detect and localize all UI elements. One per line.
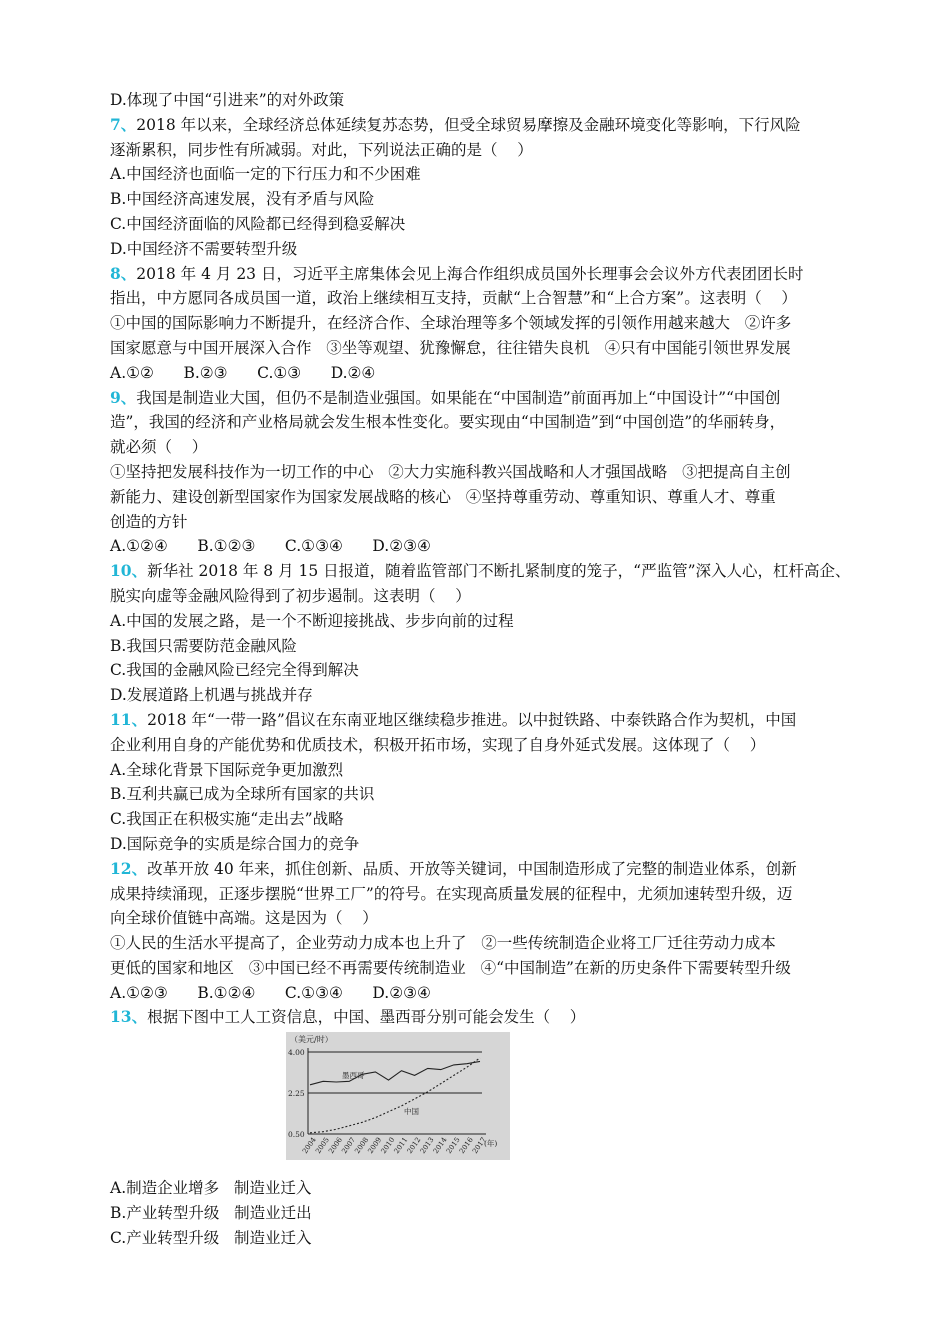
answer-option: D.中国经济不需要转型升级	[110, 239, 298, 258]
stem-text: 逐渐累积，同步性有所减弱。对此，下列说法正确的是（ ）	[110, 140, 533, 159]
wage-line-chart	[286, 1032, 510, 1160]
stem-text: 向全球价值链中高端。这是因为（ ）	[110, 909, 378, 928]
question-stem-line	[110, 857, 855, 882]
stem-text: 新华社 2018 年 8 月 15 日报道，随着监管部门不断扎紧制度的笼子，“严监管”深入人心，杠杆高企、	[147, 562, 851, 581]
statement-line: 国家愿意与中国开展深入合作 ③坐等观望、犹豫懈怠，往往错失良机 ④只有中国能引领世界发展	[110, 338, 791, 357]
exam-page	[110, 88, 855, 1251]
x-tick-label: 2014	[431, 1136, 449, 1156]
stem-text: 2018 年以来，全球经济总体延续复苏态势，但受全球贸易摩擦及金融环境变化等影响，下行风险	[136, 115, 801, 134]
x-tick-label: 2008	[353, 1136, 371, 1156]
statement-line: ①坚持把发展科技作为一切工作的中心 ②大力实施科教兴国战略和人才强国战略 ③把提高自主创	[110, 462, 791, 481]
x-tick-label: 2004	[301, 1136, 318, 1156]
answer-option: A.①②④ B.①②③ C.①③④ D.②③④	[110, 537, 431, 556]
statement-line: ①人民的生活水平提高了，企业劳动力成本也上升了 ②一些传统制造企业将工厂迁往劳动力成本	[110, 934, 776, 953]
question-stem-line	[110, 386, 855, 411]
question-number: 10、	[110, 561, 148, 581]
question-number: 8、	[110, 263, 137, 283]
question-stem-line	[110, 138, 855, 163]
answer-option: A.中国的发展之路，是一个不断迎接挑战、步步向前的过程	[110, 611, 514, 630]
question-stem-line	[110, 882, 855, 907]
y-axis-unit-label: （美元/时）	[290, 1035, 333, 1045]
x-tick-label: 2009	[366, 1136, 384, 1156]
question-stem-line	[110, 584, 855, 609]
answer-option: A.中国经济也面临一定的下行压力和不少困难	[110, 165, 421, 184]
x-tick-label: 2015	[444, 1136, 462, 1156]
statement-line: ①中国的国际影响力不断提升，在经济合作、全球治理等多个领域发挥的引领作用越来越大 ②许多	[110, 314, 792, 333]
answer-option: A.①② B.②③ C.①③ D.②④	[110, 363, 376, 382]
series-label-china: 中国	[404, 1107, 419, 1117]
statement-line: 创造的方针	[110, 512, 188, 531]
question-stem-line	[110, 708, 855, 733]
y-tick-label: 4.00	[288, 1048, 305, 1058]
series-label-mexico: 墨西哥	[342, 1071, 365, 1081]
question-stem-line	[110, 262, 855, 287]
chart-background	[286, 1032, 510, 1160]
question-block	[110, 262, 855, 386]
statement-line: 新能力、建设创新型国家作为国家发展战略的核心 ④坚持尊重劳动、尊重知识、尊重人才、尊重	[110, 487, 776, 506]
question-stem-line	[110, 559, 855, 584]
question-stem-line	[110, 733, 855, 758]
stem-text: 脱实向虚等金融风险得到了初步遏制。这表明（ ）	[110, 586, 471, 605]
question-number: 12、	[110, 858, 148, 878]
x-tick-label: 2010	[379, 1136, 397, 1156]
answer-option: C.我国正在积极实施“走出去”战略	[110, 810, 344, 829]
answer-option: C.产业转型升级 制造业迁入	[110, 1228, 312, 1247]
question-number: 9、	[110, 387, 137, 407]
y-tick-label: 2.25	[288, 1089, 305, 1099]
answer-option: D.国际竞争的实质是综合国力的竞争	[110, 834, 360, 853]
question-stem-line	[110, 435, 855, 460]
stem-text: 指出，中方愿同各成员国一道，政治上继续相互支持，贡献“上合智慧”和“上合方案”。这表明（ ）	[110, 289, 797, 308]
prev-option-d: D.体现了中国“引进来”的对外政策	[110, 91, 345, 109]
question-13	[110, 1005, 855, 1250]
answer-option: C.我国的金融风险已经完全得到解决	[110, 661, 359, 680]
y-tick-label: 0.50	[288, 1130, 305, 1140]
answer-option: B.中国经济高速发展，没有矛盾与风险	[110, 190, 375, 209]
question-number: 11、	[110, 709, 148, 729]
answer-option: A.制造企业增多 制造业迁入	[110, 1179, 312, 1198]
question-number: 7、	[110, 114, 137, 134]
stem-text: 我国是制造业大国，但仍不是制造业强国。如果能在“中国制造”前面再加上“中国设计”“中国创	[136, 388, 781, 407]
stem-text: 2018 年“一带一路”倡议在东南亚地区继续稳步推进。以中挝铁路、中泰铁路合作为契机，中国	[147, 710, 797, 729]
question-block	[110, 113, 855, 262]
question-list	[110, 113, 855, 1006]
question-block	[110, 386, 855, 560]
x-tick-label: 2011	[392, 1136, 410, 1156]
x-tick-label: 2017	[471, 1136, 488, 1156]
stem-text: 成果持续涌现，正逐步摆脱“世界工厂”的符号。在实现高质量发展的征程中，尤须加速转型升级，迈	[110, 884, 793, 903]
question-stem-line	[110, 410, 855, 435]
answer-option: A.全球化背景下国际竞争更加激烈	[110, 760, 344, 779]
answer-option: D.发展道路上机遇与挑战并存	[110, 686, 313, 705]
stem-text: 企业利用自身的产能优势和优质技术，积极开拓市场，实现了自身外延式发展。这体现了（ ）	[110, 735, 766, 754]
question-stem-line	[110, 286, 855, 311]
answer-option: B.产业转型升级 制造业迁出	[110, 1204, 312, 1223]
option-list	[110, 1176, 855, 1250]
stem-text: 改革开放 40 年来，抓住创新、品质、开放等关键词，中国制造形成了完整的制造业体系，创新	[147, 859, 797, 878]
x-axis-label: (年)	[484, 1139, 498, 1149]
question-stem: 根据下图中工人工资信息，中国、墨西哥分别可能会发生（ ）	[147, 1008, 586, 1027]
stem-text: 2018 年 4 月 23 日，习近平主席集体会见上海合作组织成员国外长理事会会议外方代表团团长时	[136, 264, 804, 283]
answer-option: C.中国经济面临的风险都已经得到稳妥解决	[110, 214, 406, 233]
statement-line: 更低的国家和地区 ③中国已经不再需要传统制造业 ④“中国制造”在新的历史条件下需要转型升级	[110, 958, 791, 977]
question-block	[110, 857, 855, 1006]
answer-option: B.互利共赢已成为全球所有国家的共识	[110, 785, 375, 804]
answer-option: B.我国只需要防范金融风险	[110, 636, 297, 655]
x-tick-label: 2007	[340, 1136, 358, 1156]
x-tick-label: 2013	[418, 1136, 436, 1156]
x-tick-label: 2016	[458, 1136, 475, 1156]
question-block	[110, 559, 855, 708]
question-block	[110, 708, 855, 857]
stem-text: 造”，我国的经济和产业格局就会发生根本性变化。要实现由“中国制造”到“中国创造”的华丽转身，	[110, 413, 786, 432]
stem-text: 就必须（ ）	[110, 438, 208, 457]
question-stem-line	[110, 906, 855, 931]
question-stem-line	[110, 113, 855, 138]
x-tick-label: 2005	[314, 1136, 331, 1156]
wage-chart	[286, 1032, 510, 1160]
x-tick-label: 2006	[327, 1136, 345, 1156]
x-tick-label: 2012	[405, 1136, 423, 1156]
question-number: 13、	[110, 1007, 148, 1027]
answer-option: A.①②③ B.①②④ C.①③④ D.②③④	[110, 983, 431, 1002]
